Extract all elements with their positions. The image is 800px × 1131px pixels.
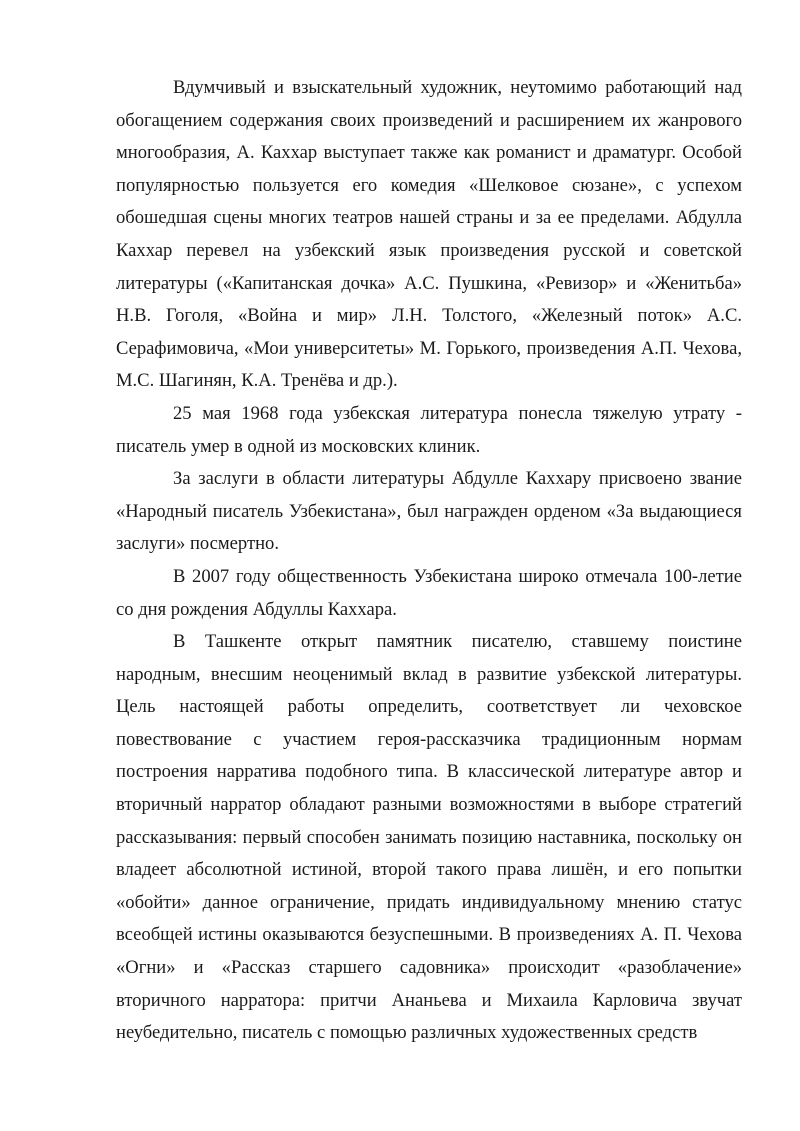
paragraph-death-date: 25 мая 1968 года узбекская литература понесла тяжелую утрату - писатель умер в одной из московских клиник. — [116, 402, 742, 457]
paragraph-monument-and-research: В Ташкенте открыт памятник писателю, ставшему поистине народным, внесшим неоценимый вклад в развитие узбекской литературы. Цель настоящей работы определить, соответствует ли чеховское повествование с участием героя-рассказчика традиционным нормам построения нарратива подобного типа. В классической литературе автор и вторичный нарратор обладают разными возможностями в выборе стратегий рассказывания: первый способен занимать позицию наставника, поскольку он владеет абсолютной истиной, второй такого права лишён, и его попытки «обойти» данное ограничение, придать индивидуальному мнению статус всеобщей истины оказываются безуспешными. В произведениях А. П. Чехова «Огни» и «Рассказ старшего садовника» происходит «разоблачение» вторичного нарратора: притчи Ананьева и Михаила Карловича звучат неубедительно, писатель с помощью различных художественных средств — [116, 631, 742, 1044]
paragraph-honors: За заслуги в области литературы Абдулле Каххару присвоено звание «Народный писатель Узбекистана», был награжден орденом «За выдающиеся заслуги» посмертно. — [116, 468, 742, 555]
document-page — [116, 72, 742, 1050]
paragraph-anniversary: В 2007 году общественность Узбекистана широко отмечала 100-летие со дня рождения Абдуллы Каххара. — [116, 565, 742, 620]
paragraph-kahhar-biography: Вдумчивый и взыскательный художник, неутомимо работающий над обогащением содержания своих произведений и расширением их жанрового многообразия, А. Каххар выступает также как романист и драматург. Особой популярностью пользуется его комедия «Шелковое сюзане», с успехом обошедшая сцены многих театров нашей страны и за ее пределами. Абдулла Каххар перевел на узбекский язык произведения русской и советской литературы («Капитанская дочка» А.С. Пушкина, «Ревизор» и «Женитьба» Н.В. Гоголя, «Война и мир» Л.Н. Толстого, «Железный поток» А.С. Серафимовича, «Мои университеты» М. Горького, произведения А.П. Чехова, М.С. Шагинян, К.А. Тренёва и др.). — [116, 77, 742, 392]
